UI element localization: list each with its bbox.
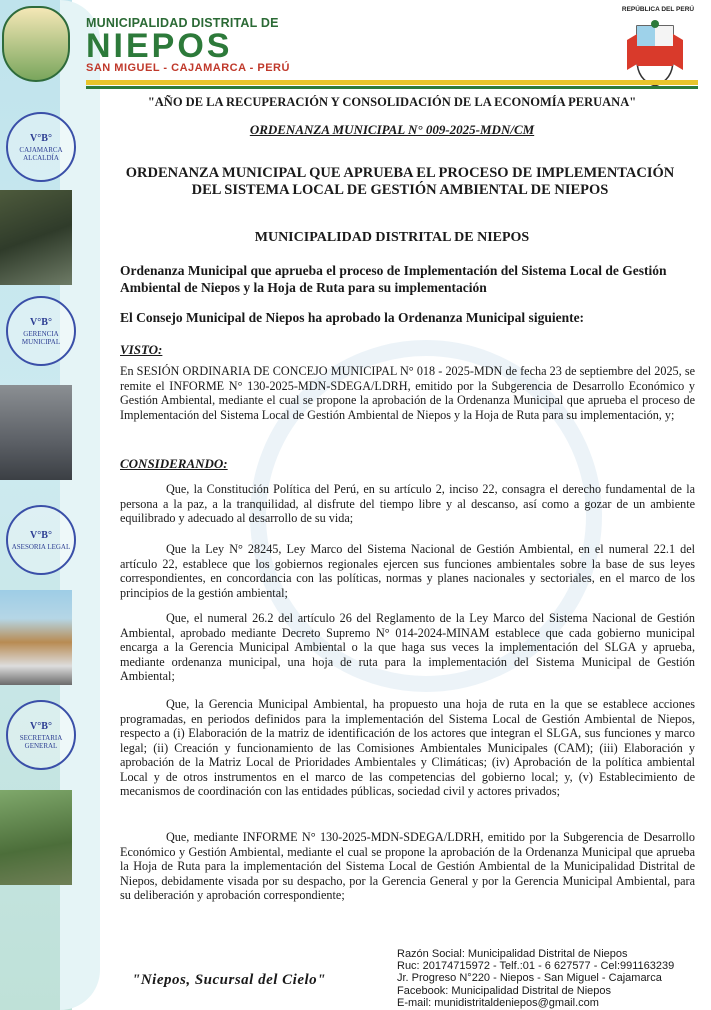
side-photo-church [0,590,72,685]
header-rule-yellow [86,80,698,85]
side-photo-field [0,790,72,885]
considerando-paragraph-1: Que, la Constitución Política del Perú, en su artículo 2, inciso 22, consagra el derecho fundamental de la persona a la paz, a la tranquilidad, al disfrute del tiempo libre y al descanso, así como a gozar de un ambiente equilibrado y adecuado al desarrollo de su vida; [120,482,695,525]
footer-contact [397,948,674,1009]
letterhead-main: NIEPOS [86,27,233,65]
main-title: ORDENANZA MUNICIPAL QUE APRUEBA EL PROCESO DE IMPLEMENTACIÓN DEL SISTEMA LOCAL DE GESTIÓN AMBIENTAL DE NIEPOS [125,165,675,198]
ordinance-summary: Ordenanza Municipal que aprueba el proceso de Implementación del Sistema Local de Gestión Ambiental de Niepos y la Hoja de Ruta para su implementación [120,263,667,295]
contact-business-name: Razón Social: Municipalidad Distrital de Niepos [397,948,628,960]
considerando-heading: CONSIDERANDO: [120,456,228,471]
considerando-paragraph-3: Que, el numeral 26.2 del artículo 26 del Reglamento de la Ley Marco del Sistema Nacional de Gestión Ambiental, aprobado mediante Decreto Supremo N° 014-2024-MINAM establece que cada gobierno municipal encarga a la Gerencia Municipal Ambiental o la que haga sus veces la implementación del SLGA y aprueba, mediante ordenanza municipal, una hoja de ruta para la implementación del Sistema Municipal de Gestión Ambiental; [120,611,695,683]
council-statement: El Consejo Municipal de Niepos ha aprobado la Ordenanza Municipal siguiente: [120,310,585,325]
municipal-crest-icon [2,6,70,82]
letterhead-subtitle: SAN MIGUEL - CAJAMARCA - PERÚ [86,62,290,74]
contact-ruc-phone: Ruc: 20174715972 - Telf.:01 - 6 627577 - Cel:991163239 [397,960,675,973]
approval-stamp-alcaldia: V°B° CAJAMARCA ALCALDÍA [6,112,76,182]
letterhead [86,16,290,74]
visto-paragraph: En SESIÓN ORDINARIA DE CONCEJO MUNICIPAL N° 018 - 2025-MDN de fecha 23 de septiembre del 2025, se remite el INFORME N° 130-2025-MDN-SDEGA/LDRH, emitido por la Subgerencia de Desarrollo Económico y Gestión Ambiental, mediante el cual se propone la aprobación de la Ordenanza Municipal que aprueba el proceso de Implementación del Sistema Local de Gestión Ambiental de Niepos y la Hoja de Ruta para su implementación, y; [120,364,695,422]
republic-label: REPÚBLICA DEL PERÚ [621,6,695,13]
contact-email: E-mail: munidistritaldeniepos@gmail.com [397,996,599,1009]
contact-address: Jr. Progreso N°220 - Niepos - San Miguel - Cajamarca [397,972,662,985]
header-rule-green [86,86,698,89]
visto-heading: VISTO: [120,342,163,357]
considerando-paragraph-2: Que la Ley N° 28245, Ley Marco del Sistema Nacional de Gestión Ambiental, en el numeral 22.1 del artículo 22, establece que los gobiernos regionales ejercen sus funciones ambientales sobre la base de sus leyes correspondientes, en concordancia con las políticas, normas y planes nacionales y sectoriales, en el marco de los principios de la gestión ambiental; [120,542,695,600]
year-motto: "AÑO DE LA RECUPERACIÓN Y CONSOLIDACIÓN DE LA ECONOMÍA PERUANA" [147,95,637,109]
side-photo-stone-wall [0,385,72,480]
letterhead-top: MUNICIPALIDAD DISTRITAL DE [86,16,279,30]
considerando-paragraph-5: Que, mediante INFORME N° 130-2025-MDN-SDEGA/LDRH, emitido por la Subgerencia de Desarrollo Económico y Gestión Ambiental, mediante el cual se propone la aprobación de la Ordenanza Municipal que aprueba la Hoja de Ruta para la implementación del Sistema Local de Gestión Ambiental de la Municipalidad Distrital de Niepos, debidamente visada por su despacho, por la Gerencia General y por la Gerencia Municipal Ambiental, para su deliberación y aprobación correspondiente; [120,830,695,902]
contact-facebook: Facebook: Municipalidad Distrital de Niepos [397,984,611,997]
considerando-paragraph-4: Que, la Gerencia Municipal Ambiental, ha propuesto una hoja de ruta en la que se establece acciones programadas, en periodos definidos para la implementación del Sistema Local de Gestión Ambiental de Niepos, respecto a (i) Elaboración de la matriz de identificación de los actores que integran el SLGA, sus funciones y marco legal; (ii) Creación y funcionamiento de las Comisiones Ambientales Municipales (CAM); (iii) Elaboración y aprobación de la Matriz Local de Prioridades Ambientales y Climáticas; (iv) Aprobación de la política ambiental Local y de otros instrumentos en el marco de las competencias del gobierno local; y, (v) Establecimiento de mecanismos de coordinación con las entidades públicas, sociedad civil y actores privados; [120,697,695,798]
footer-slogan: "Niepos, Sucursal del Cielo" [132,972,326,988]
approval-stamp-gerencia: V°B° GERENCIA MUNICIPAL [6,296,76,366]
ordinance-code: ORDENANZA MUNICIPAL N° 009-2025-MDN/CM [249,122,535,137]
approval-stamp-legal: V°B° ASESORIA LEGAL [6,505,76,575]
approval-stamp-secretaria: V°B° SECRETARIA GENERAL [6,700,76,770]
side-photo-landscape [0,190,72,285]
municipality-heading: MUNICIPALIDAD DISTRITAL DE NIEPOS [254,230,530,245]
